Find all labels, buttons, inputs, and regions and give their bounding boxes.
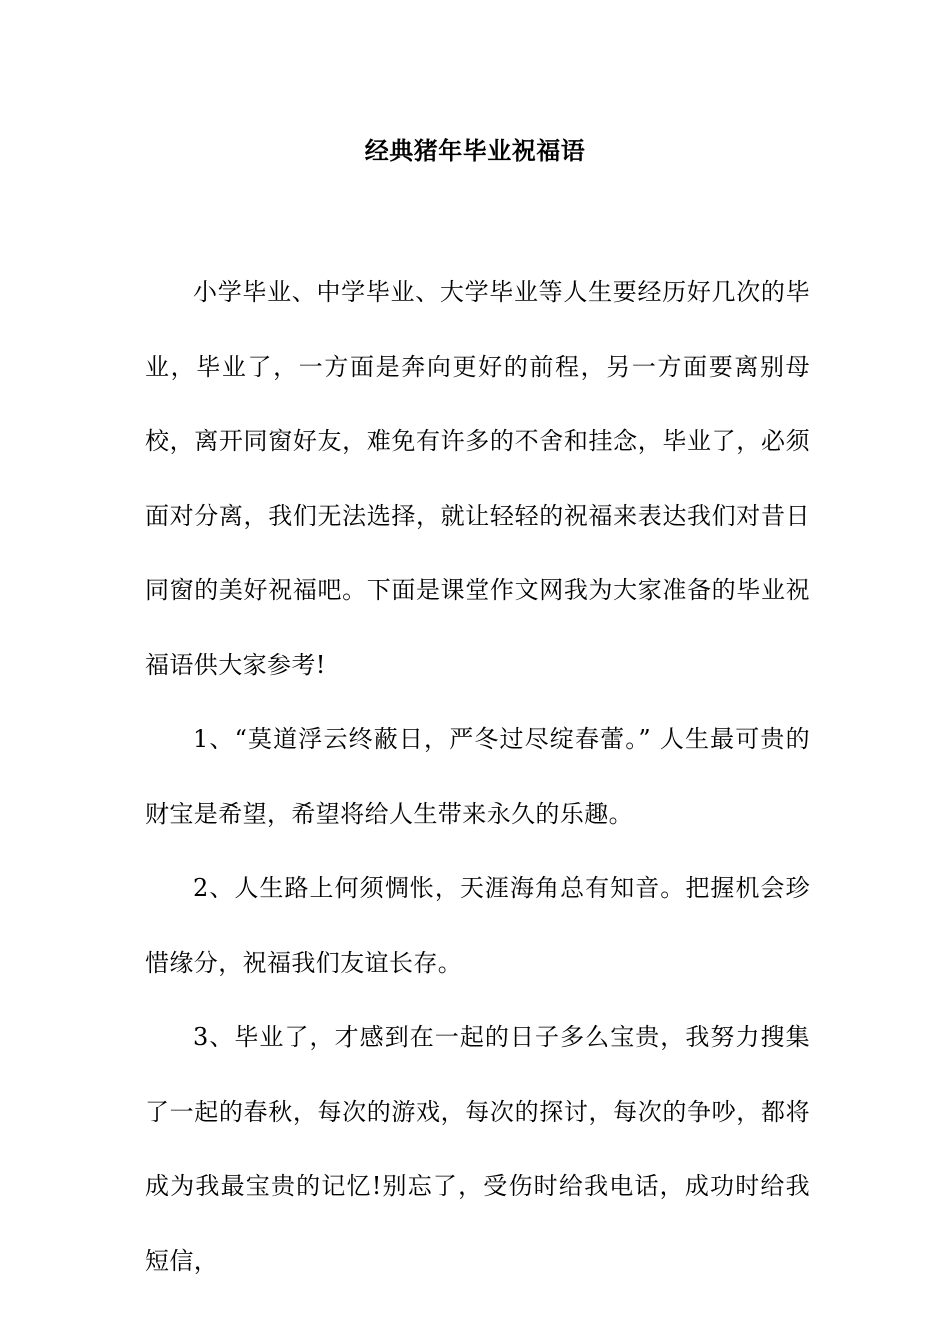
document-title: 经典猪年毕业祝福语 (364, 136, 586, 165)
blessing-item-1: 1、“莫道浮云终蔽日，严冬过尽绽春蕾。” 人生最可贵的财宝是希望，希望将给人生带来永久的乐趣。 (145, 725, 810, 828)
document-body (145, 255, 810, 1298)
blessing-item-2: 2、人生路上何须惆怅，天涯海角总有知音。把握机会珍惜缘分，祝福我们友谊长存。 (145, 874, 810, 977)
intro-paragraph: 小学毕业、中学毕业、大学毕业等人生要经历好几次的毕业，毕业了，一方面是奔向更好的前程，另一方面要离别母校，离开同窗好友，难免有许多的不舍和挂念，毕业了，必须面对分离，我们无法选择，就让轻轻的祝福来表达我们对昔日同窗的美好祝福吧。下面是课堂作文网我为大家准备的毕业祝福语供大家参考! (145, 278, 810, 679)
blessing-item-3: 3、毕业了，才感到在一起的日子多么宝贵，我努力搜集了一起的春秋，每次的游戏，每次的探讨，每次的争吵，都将成为我最宝贵的记忆!别忘了，受伤时给我电话，成功时给我短信， (145, 1023, 810, 1275)
